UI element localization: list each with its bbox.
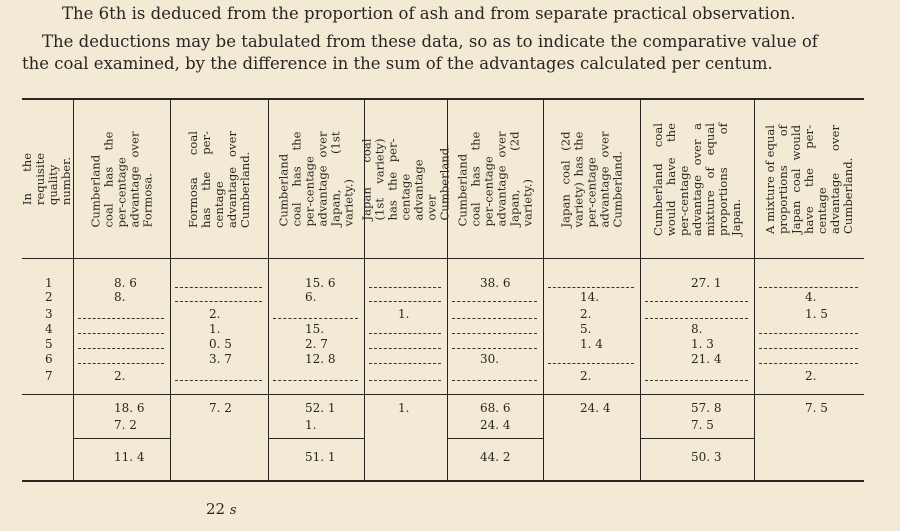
sum-cell: 1. bbox=[305, 418, 317, 432]
signature-mark: s bbox=[229, 503, 237, 518]
difference-cell: 11. 4 bbox=[114, 450, 145, 464]
sum-cell: 24. 4 bbox=[580, 401, 611, 415]
table-cell: 14. bbox=[580, 290, 600, 304]
page-number: 22 bbox=[206, 500, 226, 518]
header-mixture-over-cumberland: A mixture of equal proportions of Japan coal would have the per-centage advantage over Cumberland. bbox=[763, 124, 855, 234]
sum-cell: 68. 6 bbox=[480, 401, 511, 415]
header-quality-number: In the requisite quality number. bbox=[20, 152, 74, 206]
header-japan-1-over-cumberland: Japan coal (1st variety) has the per-centage advantage over Cumberland. bbox=[359, 138, 452, 220]
empty-cell-dashes bbox=[645, 318, 748, 319]
table-cell: 2. bbox=[209, 307, 221, 321]
table-cell: 6. bbox=[305, 290, 317, 304]
table-cell: 1. bbox=[209, 322, 221, 336]
sum-rule bbox=[22, 394, 864, 395]
difference-rule bbox=[269, 438, 364, 439]
difference-cell: 51. 1 bbox=[305, 450, 336, 464]
sum-cell: 24. 4 bbox=[480, 418, 511, 432]
table-cell: 0. 5 bbox=[209, 337, 232, 351]
row-number: 2 bbox=[45, 290, 53, 304]
header-cumberland-over-japan-2: Cumberland coal has the per-centage advantage over Japan, (2d variety.) bbox=[455, 131, 535, 227]
header-formosa-over-cumberland: Formosa coal has the per-centage advantage over Cumberland. bbox=[186, 130, 252, 228]
table-cell: 2. bbox=[114, 369, 126, 383]
empty-cell-dashes bbox=[759, 348, 858, 349]
sum-cell: 57. 8 bbox=[691, 401, 722, 415]
empty-cell-dashes bbox=[759, 333, 858, 334]
header-japan-2-over-cumberland: Japan coal (2d variety) has the per-centage advantage over Cumberland. bbox=[558, 131, 625, 227]
table-cell: 1. 5 bbox=[805, 307, 828, 321]
empty-cell-dashes bbox=[78, 363, 164, 364]
empty-cell-dashes bbox=[369, 333, 441, 334]
intro-line-3: the coal examined, by the difference in the sum of the advantages calculated per centum. bbox=[22, 54, 773, 73]
difference-rule bbox=[448, 438, 543, 439]
empty-cell-dashes bbox=[175, 287, 262, 288]
row-number: 3 bbox=[45, 307, 53, 321]
empty-cell-dashes bbox=[645, 380, 748, 381]
table-cell: 2. 7 bbox=[305, 337, 328, 351]
table-cell: 27. 1 bbox=[691, 276, 722, 290]
table-cell: 15. bbox=[305, 322, 325, 336]
empty-cell-dashes bbox=[452, 301, 537, 302]
empty-cell-dashes bbox=[175, 380, 262, 381]
table-cell: 3. 7 bbox=[209, 352, 232, 366]
empty-cell-dashes bbox=[369, 380, 441, 381]
empty-cell-dashes bbox=[78, 333, 164, 334]
empty-cell-dashes bbox=[759, 363, 858, 364]
sum-cell: 7. 5 bbox=[691, 418, 714, 432]
table-cell: 4. bbox=[805, 290, 817, 304]
header-bottom-rule bbox=[22, 258, 864, 259]
table-cell: 1. 3 bbox=[691, 337, 714, 351]
intro-line-1: The 6th is deduced from the proportion of ash and from separate practical observation. bbox=[62, 4, 796, 23]
empty-cell-dashes bbox=[369, 348, 441, 349]
empty-cell-dashes bbox=[452, 348, 537, 349]
empty-cell-dashes bbox=[175, 301, 262, 302]
row-number: 1 bbox=[45, 276, 53, 290]
empty-cell-dashes bbox=[369, 301, 441, 302]
table-cell: 12. 8 bbox=[305, 352, 336, 366]
sum-cell: 7. 2 bbox=[209, 401, 232, 415]
empty-cell-dashes bbox=[452, 380, 537, 381]
table-cell: 2. bbox=[580, 307, 592, 321]
table-cell: 15. 6 bbox=[305, 276, 336, 290]
difference-cell: 44. 2 bbox=[480, 450, 511, 464]
table-cell: 1. 4 bbox=[580, 337, 603, 351]
table-bottom-rule bbox=[22, 480, 864, 482]
header-cumberland-over-formosa: Cumberland coal has the per-centage advantage over Formosa. bbox=[88, 131, 155, 227]
table-cell: 38. 6 bbox=[480, 276, 511, 290]
table-cell: 2. bbox=[805, 369, 817, 383]
sum-cell: 52. 1 bbox=[305, 401, 336, 415]
empty-cell-dashes bbox=[452, 318, 537, 319]
row-number: 5 bbox=[45, 337, 53, 351]
table-cell: 21. 4 bbox=[691, 352, 722, 366]
empty-cell-dashes bbox=[369, 363, 441, 364]
row-number: 4 bbox=[45, 322, 53, 336]
table-cell: 2. bbox=[580, 369, 592, 383]
sum-cell: 18. 6 bbox=[114, 401, 145, 415]
intro-line-2: The deductions may be tabulated from these data, so as to indicate the comparative value of bbox=[42, 32, 818, 51]
header-cumberland-over-mixture: Cumberland coal would have the per-centage advantage over a mixture of equal proportions of Japan. bbox=[651, 122, 743, 236]
empty-cell-dashes bbox=[78, 318, 164, 319]
table-cell: 8. 6 bbox=[114, 276, 137, 290]
empty-cell-dashes bbox=[759, 287, 858, 288]
sum-cell: 1. bbox=[398, 401, 410, 415]
empty-cell-dashes bbox=[452, 333, 537, 334]
sum-cell: 7. 2 bbox=[114, 418, 137, 432]
difference-rule bbox=[641, 438, 754, 439]
row-number: 7 bbox=[45, 369, 53, 383]
empty-cell-dashes bbox=[273, 318, 358, 319]
empty-cell-dashes bbox=[78, 348, 164, 349]
empty-cell-dashes bbox=[645, 301, 748, 302]
table-cell: 8. bbox=[691, 322, 703, 336]
empty-cell-dashes bbox=[273, 380, 358, 381]
table-cell: 1. bbox=[398, 307, 410, 321]
empty-cell-dashes bbox=[369, 287, 441, 288]
sum-cell: 7. 5 bbox=[805, 401, 828, 415]
table-cell: 30. bbox=[480, 352, 500, 366]
difference-cell: 50. 3 bbox=[691, 450, 722, 464]
empty-cell-dashes bbox=[548, 363, 634, 364]
empty-cell-dashes bbox=[548, 287, 634, 288]
row-number: 6 bbox=[45, 352, 53, 366]
table-cell: 5. bbox=[580, 322, 592, 336]
difference-rule bbox=[74, 438, 170, 439]
page-footer bbox=[206, 500, 237, 518]
header-cumberland-over-japan-1: Cumberland coal has the per-centage advantage over Japan, (1st variety.) bbox=[276, 131, 356, 227]
table-cell: 8. bbox=[114, 290, 126, 304]
